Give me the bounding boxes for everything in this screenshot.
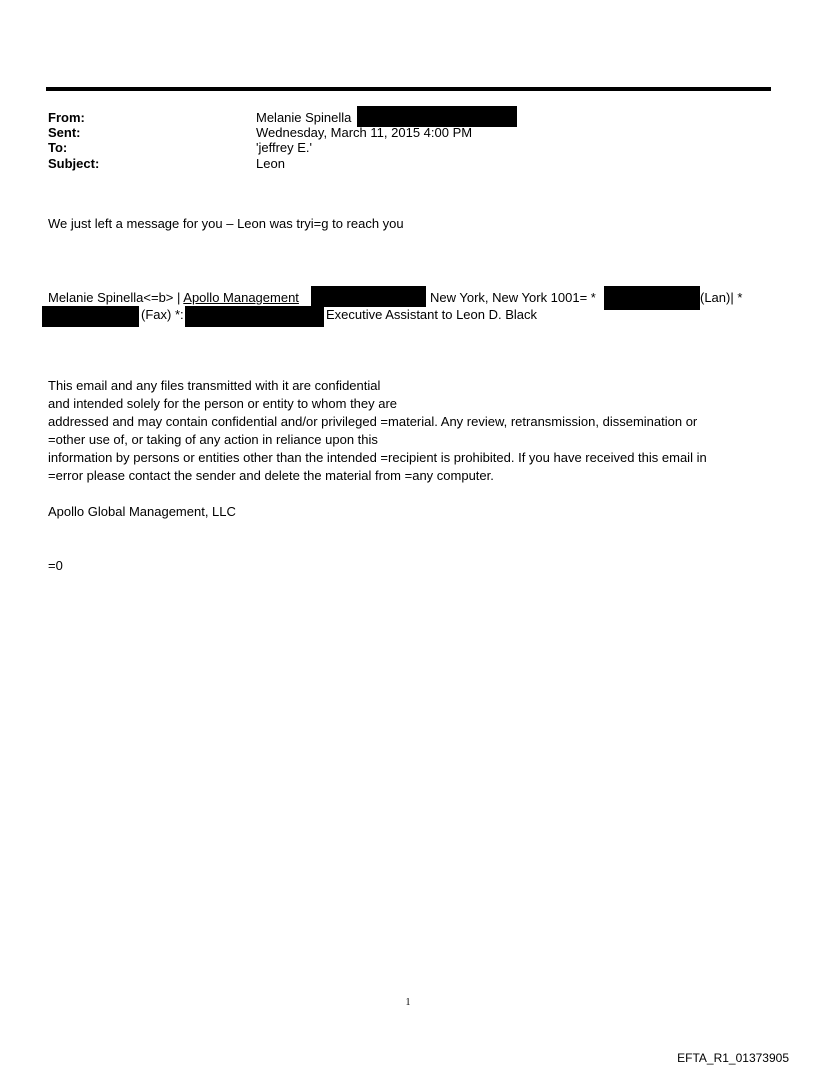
message-text: We just left a message for you – Leon was tryi=g to reach you (48, 216, 404, 231)
redaction-email (185, 306, 324, 327)
to-label: To: (48, 140, 68, 155)
disclaimer-line: =error please contact the sender and delete the material from =any computer. (48, 468, 494, 483)
sent-label: Sent: (48, 125, 81, 140)
trailer-text: =0 (48, 558, 63, 573)
signature-company: Apollo Management (183, 290, 299, 305)
redaction-phone-fax (42, 306, 139, 327)
signature-title: Executive Assistant to Leon D. Black (326, 307, 537, 322)
signature-city: New York, New York 1001= * (430, 290, 596, 305)
to-value: 'jeffrey E.' (256, 140, 313, 155)
document-id: EFTA_R1_01373905 (677, 1051, 789, 1065)
subject-value: Leon (256, 156, 285, 171)
disclaimer-line: This email and any files transmitted with it are confidential (48, 378, 381, 393)
signature-line-1 (48, 290, 299, 305)
redaction-from-email (357, 106, 517, 127)
company-name: Apollo Global Management, LLC (48, 504, 236, 519)
signature-name: Melanie Spinella<=b> | (48, 290, 184, 305)
signature-lan: (Lan)| * (700, 290, 743, 305)
sent-value: Wednesday, March 11, 2015 4:00 PM (256, 125, 473, 140)
disclaimer-line: addressed and may contain confidential and/or privileged =material. Any review, retransmission, dissemination or (48, 414, 698, 429)
from-value: Melanie Spinella (256, 110, 352, 125)
page-number: 1 (405, 997, 411, 1008)
from-label: From: (48, 110, 85, 125)
disclaimer-line: and intended solely for the person or entity to whom they are (48, 396, 398, 411)
redaction-phone-lan (604, 286, 700, 310)
header-rule (46, 87, 771, 91)
redaction-address (311, 286, 426, 307)
subject-label: Subject: (48, 156, 100, 171)
disclaimer-line: =other use of, or taking of any action in reliance upon this (48, 432, 378, 447)
disclaimer-line: information by persons or entities other than the intended =recipient is prohibited. If you have received this email in (48, 450, 707, 465)
signature-fax: (Fax) *: (141, 307, 184, 322)
